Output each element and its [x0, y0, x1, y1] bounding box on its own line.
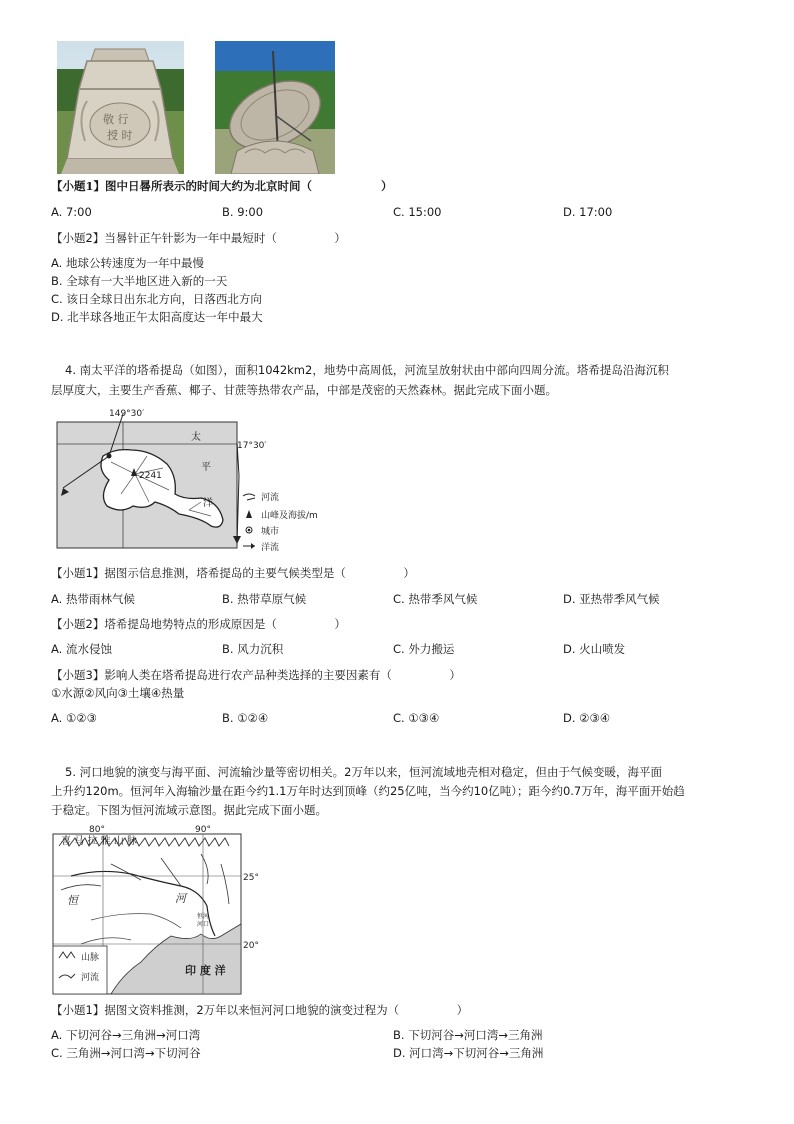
map-lat1: 25° [243, 873, 259, 883]
map-lon2: 90° [195, 825, 211, 835]
legend-mountain-label: 山脉 [81, 953, 100, 963]
q4-sub1-option-b[interactable]: B. 热带草原气候 [222, 592, 307, 606]
q4-sub1-option-a[interactable]: A. 热带雨林气候 [51, 592, 135, 606]
map-mountain-label: 喜 马 拉 雅 山 脉 [61, 836, 137, 847]
legend-current-label: 洋流 [261, 543, 280, 553]
map-lon-label: 149°30′ [109, 409, 145, 419]
map-ocean-char3: 洋 [203, 498, 213, 509]
q3-sub2-stem: 【小题2】当晷针正午针影为一年中最短时（ ） [51, 231, 346, 245]
map-river-char2: 河 [175, 892, 186, 905]
map-ocean-label: 印 度 洋 [185, 964, 226, 977]
q5-intro-line3: 于稳定。下图为恒河流域示意图。据此完成下面小题。 [51, 803, 327, 817]
q3-sub1-option-b[interactable]: B. 9:00 [222, 205, 264, 219]
q4-sub2-stem: 【小题2】塔希提岛地势特点的形成原因是（ ） [51, 617, 346, 631]
q4-sub3-factors: ①水源②风向③土壤④热量 [51, 686, 185, 700]
q4-sub1-stem: 【小题1】据图示信息推测，塔希提岛的主要气候类型是（ ） [51, 566, 415, 580]
map-peak-label: 2241 [139, 471, 162, 481]
q4-intro-line1: 4. 南太平洋的塔希提岛（如图），面积1042km2，地势中高周低，河流呈放射状由中部向四周分流。塔希提岛沿海沉积 [65, 363, 669, 377]
q5-sub1-option-a[interactable]: A. 下切河谷→三角洲→河口湾 [51, 1028, 201, 1042]
tahiti-map [51, 406, 341, 554]
q4-sub3-option-d[interactable]: D. ②③④ [563, 711, 611, 725]
map-lat2: 20° [243, 941, 259, 951]
q4-sub1-option-d[interactable]: D. 亚热带季风气候 [563, 592, 660, 606]
q3-sub2-option-a[interactable]: A. 地球公转速度为一年中最慢 [51, 256, 204, 270]
q4-sub2-option-b[interactable]: B. 风力沉积 [222, 642, 284, 656]
q4-sub2-option-a[interactable]: A. 流水侵蚀 [51, 642, 112, 656]
q3-sub1-option-d[interactable]: D. 17:00 [563, 205, 613, 219]
q5-sub1-option-d[interactable]: D. 河口湾→下切河谷→三角洲 [393, 1046, 544, 1060]
q4-sub3-option-b[interactable]: B. ①②④ [222, 711, 269, 725]
q3-sub2-option-c[interactable]: C. 该日全球日出东北方向，日落西北方向 [51, 292, 262, 306]
map-estuary-label1: 恒河 [197, 913, 210, 920]
q4-sub3-option-c[interactable]: C. ①③④ [393, 711, 440, 725]
q4-sub2-option-d[interactable]: D. 火山喷发 [563, 642, 626, 656]
q5-sub1-stem: 【小题1】据图文资料推测，2万年以来恒河河口地貌的演变过程为（ ） [51, 1003, 469, 1017]
q5-sub1-option-b[interactable]: B. 下切河谷→河口湾→三角洲 [393, 1028, 543, 1042]
map-lat-label: 17°30′ [237, 441, 267, 451]
q4-sub2-option-c[interactable]: C. 外力搬运 [393, 642, 455, 656]
legend-river-label-2: 河流 [81, 973, 100, 983]
legend-river-icon [243, 494, 255, 500]
q4-sub3-option-a[interactable]: A. ①②③ [51, 711, 97, 725]
q4-intro-line2: 层厚度大，主要生产香蕉、椰子、甘蔗等热带农产品，中部是茂密的天然森林。据此完成下面小题。 [51, 383, 557, 397]
q4-sub1-option-c[interactable]: C. 热带季风气候 [393, 592, 478, 606]
photo-sundial-base [57, 41, 184, 174]
q3-sub1-option-c[interactable]: C. 15:00 [393, 205, 442, 219]
legend-city-label: 城市 [261, 527, 280, 537]
legend-river-label: 河流 [261, 493, 280, 503]
svg-text:敬 行: 敬 行 [103, 113, 129, 126]
q3-sub2-option-b[interactable]: B. 全球有一大半地区进入新的一天 [51, 274, 228, 288]
map-river-char1: 恒 [67, 894, 78, 907]
q3-sub1-option-a[interactable]: A. 7:00 [51, 205, 92, 219]
q4-sub3-stem: 【小题3】影响人类在塔希提岛进行农产品种类选择的主要因素有（ ） [51, 668, 461, 682]
q5-intro-line2: 上升约120m。恒河年入海输沙量在距今约1.1万年时达到顶峰（约25亿吨，当今约10亿吨）；距今约0.7万年，海平面开始趋 [51, 784, 685, 798]
svg-text:授 时: 授 时 [107, 129, 133, 142]
legend-peak-icon [246, 510, 252, 518]
map-ocean-char1: 太 [191, 432, 201, 443]
legend-peak-label: 山峰及海拔/m [261, 511, 318, 521]
q5-sub1-option-c[interactable]: C. 三角洲→河口湾→下切河谷 [51, 1046, 201, 1060]
map-lon1: 80° [89, 825, 105, 835]
q3-sub1-stem: 【小题1】图中日晷所表示的时间大约为北京时间（ ） [51, 179, 393, 193]
photo-sundial-dial [215, 41, 335, 174]
q5-intro-line1: 5. 河口地貌的演变与海平面、河流输沙量等密切相关。2万年以来，恒河流域地壳相对稳定，但由于气候变暖，海平面 [65, 765, 662, 779]
ganges-map [51, 824, 266, 996]
map-ocean-char2: 平 [201, 462, 211, 473]
map-estuary-label2: 河口 [197, 921, 210, 928]
q3-sub2-option-d[interactable]: D. 北半球各地正午太阳高度达一年中最大 [51, 310, 263, 324]
